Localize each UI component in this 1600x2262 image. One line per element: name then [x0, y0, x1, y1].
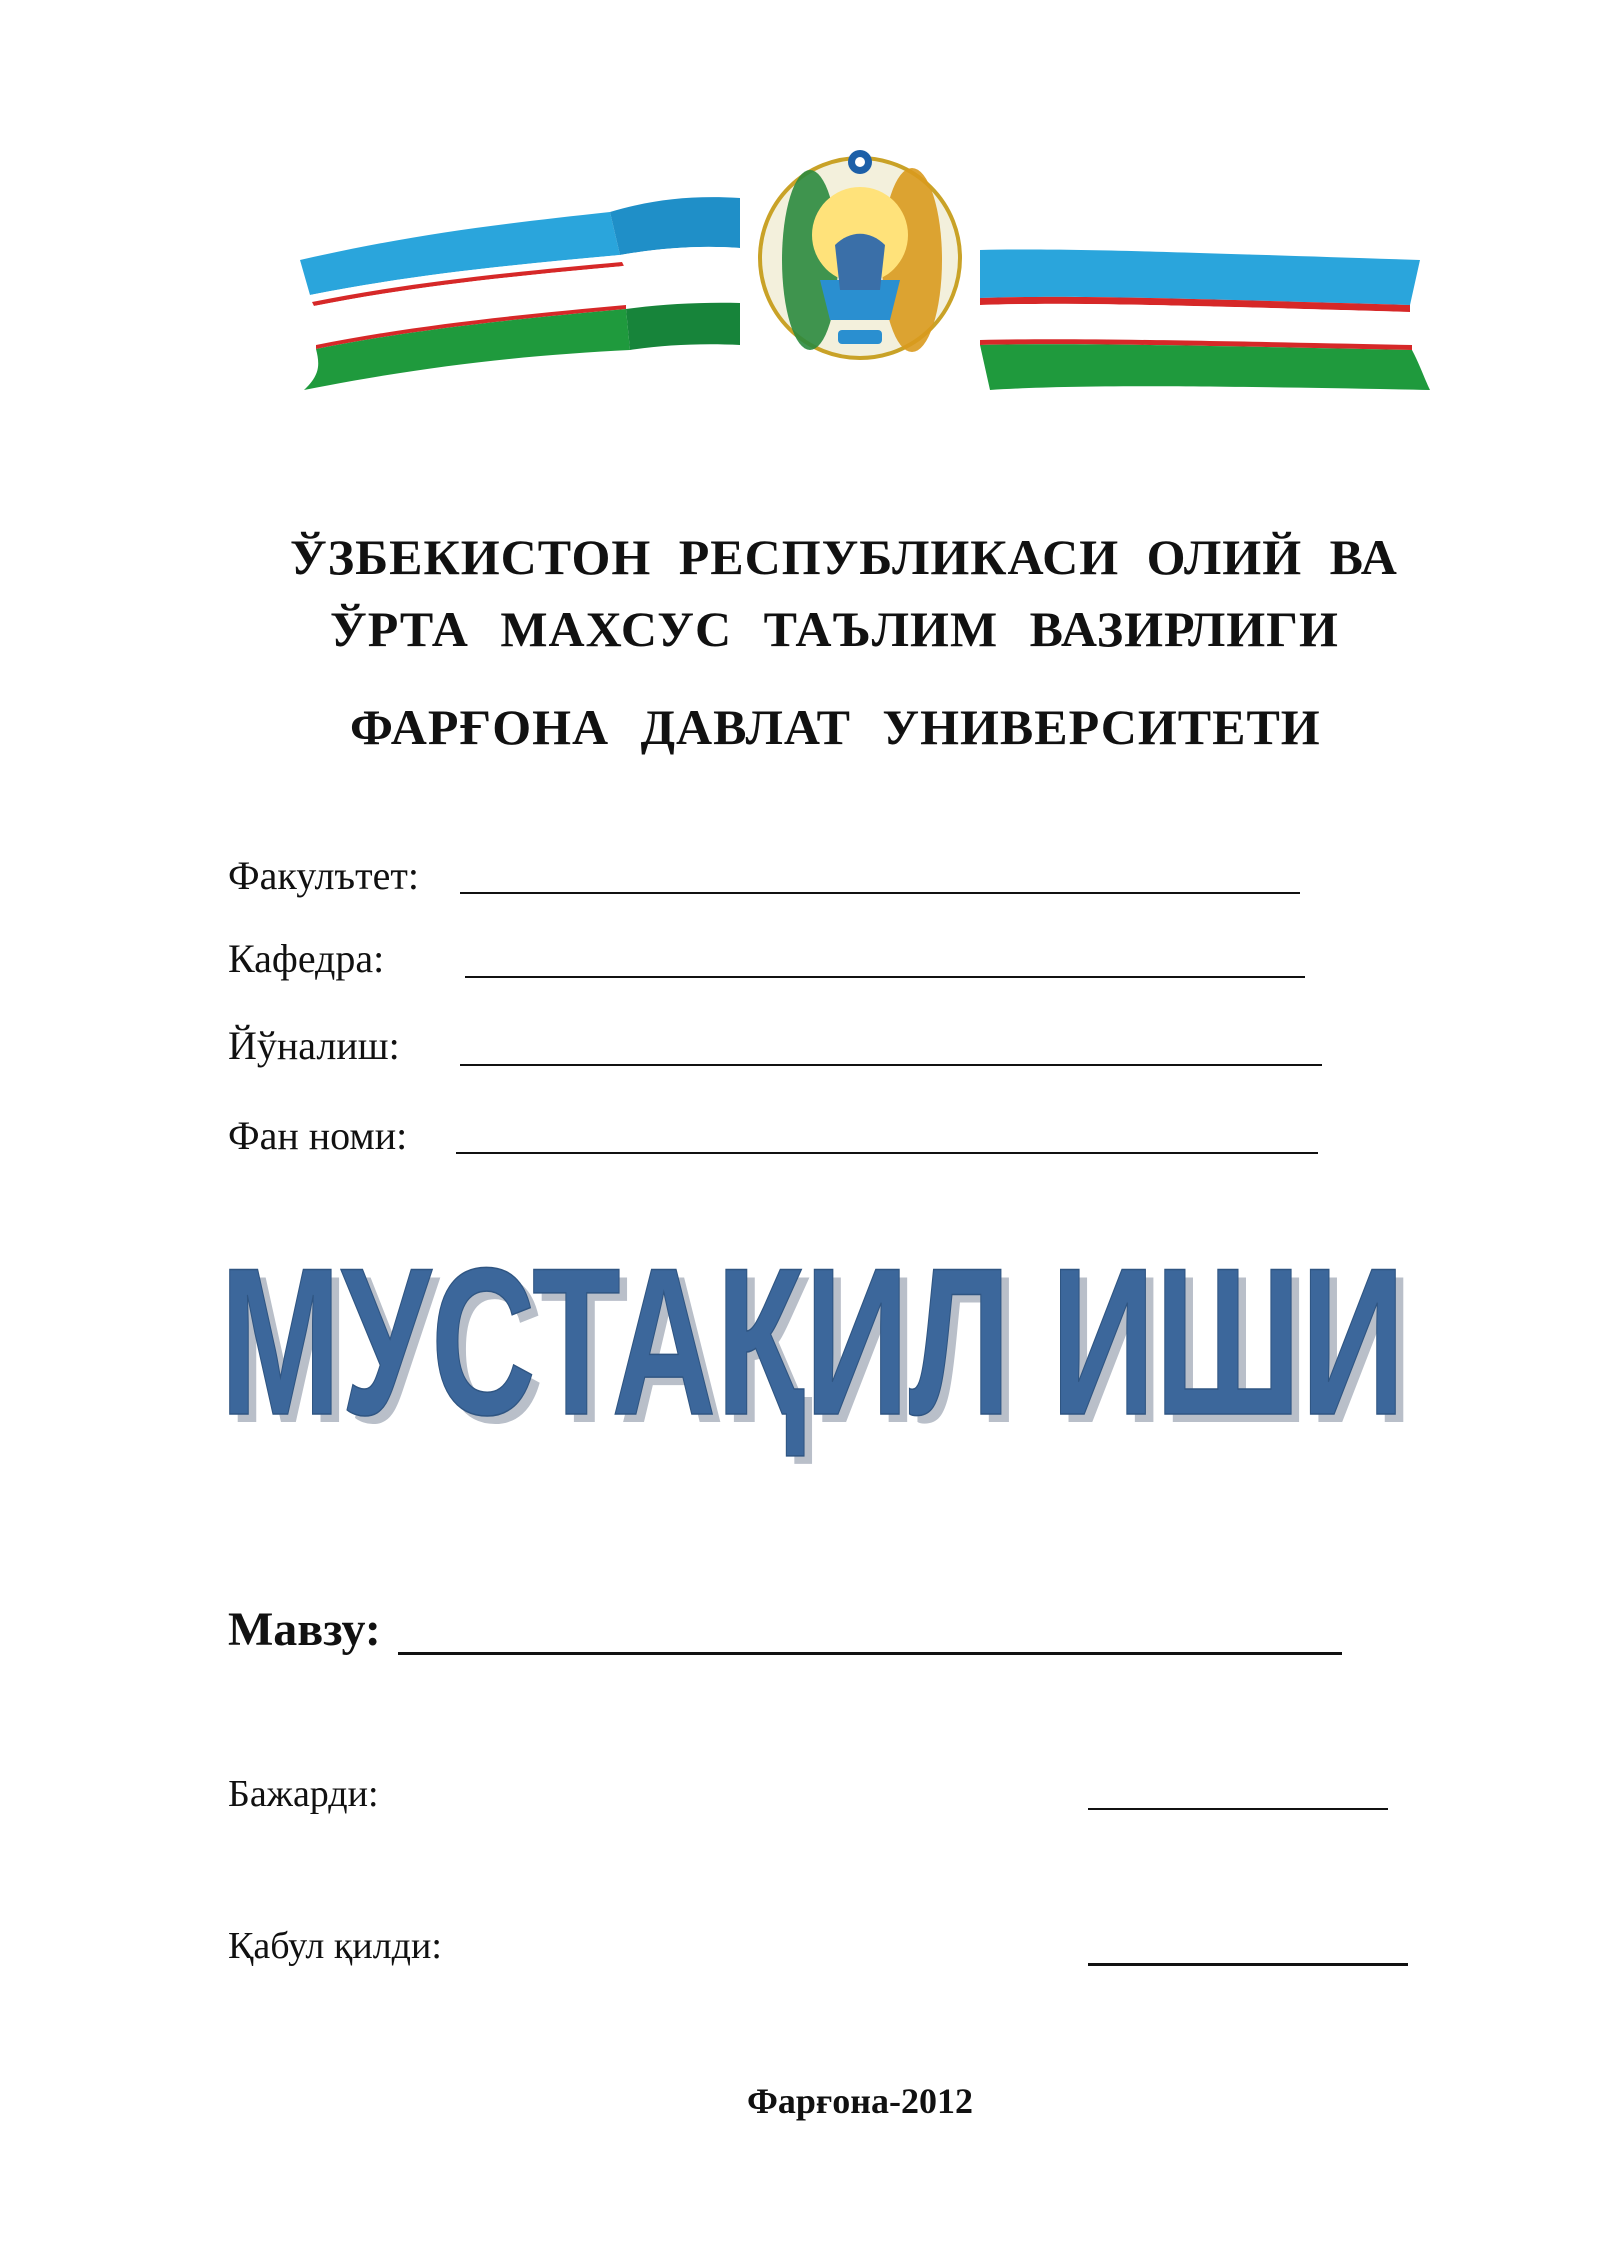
- department-field[interactable]: [465, 976, 1305, 978]
- university-name: ФАРҒОНА ДАВЛАТ УНИВЕРСИТЕТИ: [350, 699, 1321, 755]
- ministry-title-line-1: ЎЗБЕКИСТОН РЕСПУБЛИКАСИ ОЛИЙ ВА: [290, 529, 1398, 585]
- topic-label: Мавзу:: [228, 1603, 381, 1656]
- subject-name-field[interactable]: [456, 1152, 1318, 1154]
- performed-by-field[interactable]: [1088, 1808, 1388, 1810]
- faculty-label: Факулътет:: [228, 853, 419, 898]
- direction-field[interactable]: [460, 1064, 1322, 1066]
- flag-ribbon-left-curl: [610, 197, 740, 350]
- flag-ribbon-right: [980, 249, 1430, 390]
- topic-field[interactable]: [398, 1652, 1342, 1655]
- accepted-by-field[interactable]: [1088, 1963, 1408, 1966]
- city-year: Фарғона-2012: [746, 2081, 974, 2121]
- direction-label: Йўналиш:: [228, 1023, 400, 1068]
- document-title: [210, 1240, 1430, 1490]
- ministry-title-line-2: ЎРТА МАХСУС ТАЪЛИМ ВАЗИРЛИГИ: [330, 601, 1339, 657]
- faculty-field[interactable]: [460, 892, 1300, 894]
- performed-by-label: Бажарди:: [228, 1773, 379, 1815]
- flag-ribbon-left: [300, 212, 630, 390]
- accepted-by-label: Қабул қилди:: [228, 1925, 442, 1967]
- subject-name-label: Фан номи:: [228, 1113, 408, 1158]
- department-label: Кафедра:: [228, 936, 385, 981]
- title-shadow: МУСТАҚИЛ ИШИ: [228, 1240, 1413, 1467]
- emblem-seal: [760, 150, 960, 358]
- state-emblem-banner: [290, 140, 1430, 420]
- uzbekistan-emblem-icon: [290, 140, 1430, 420]
- title-text: МУСТАҚИЛ ИШИ: [220, 1240, 1405, 1459]
